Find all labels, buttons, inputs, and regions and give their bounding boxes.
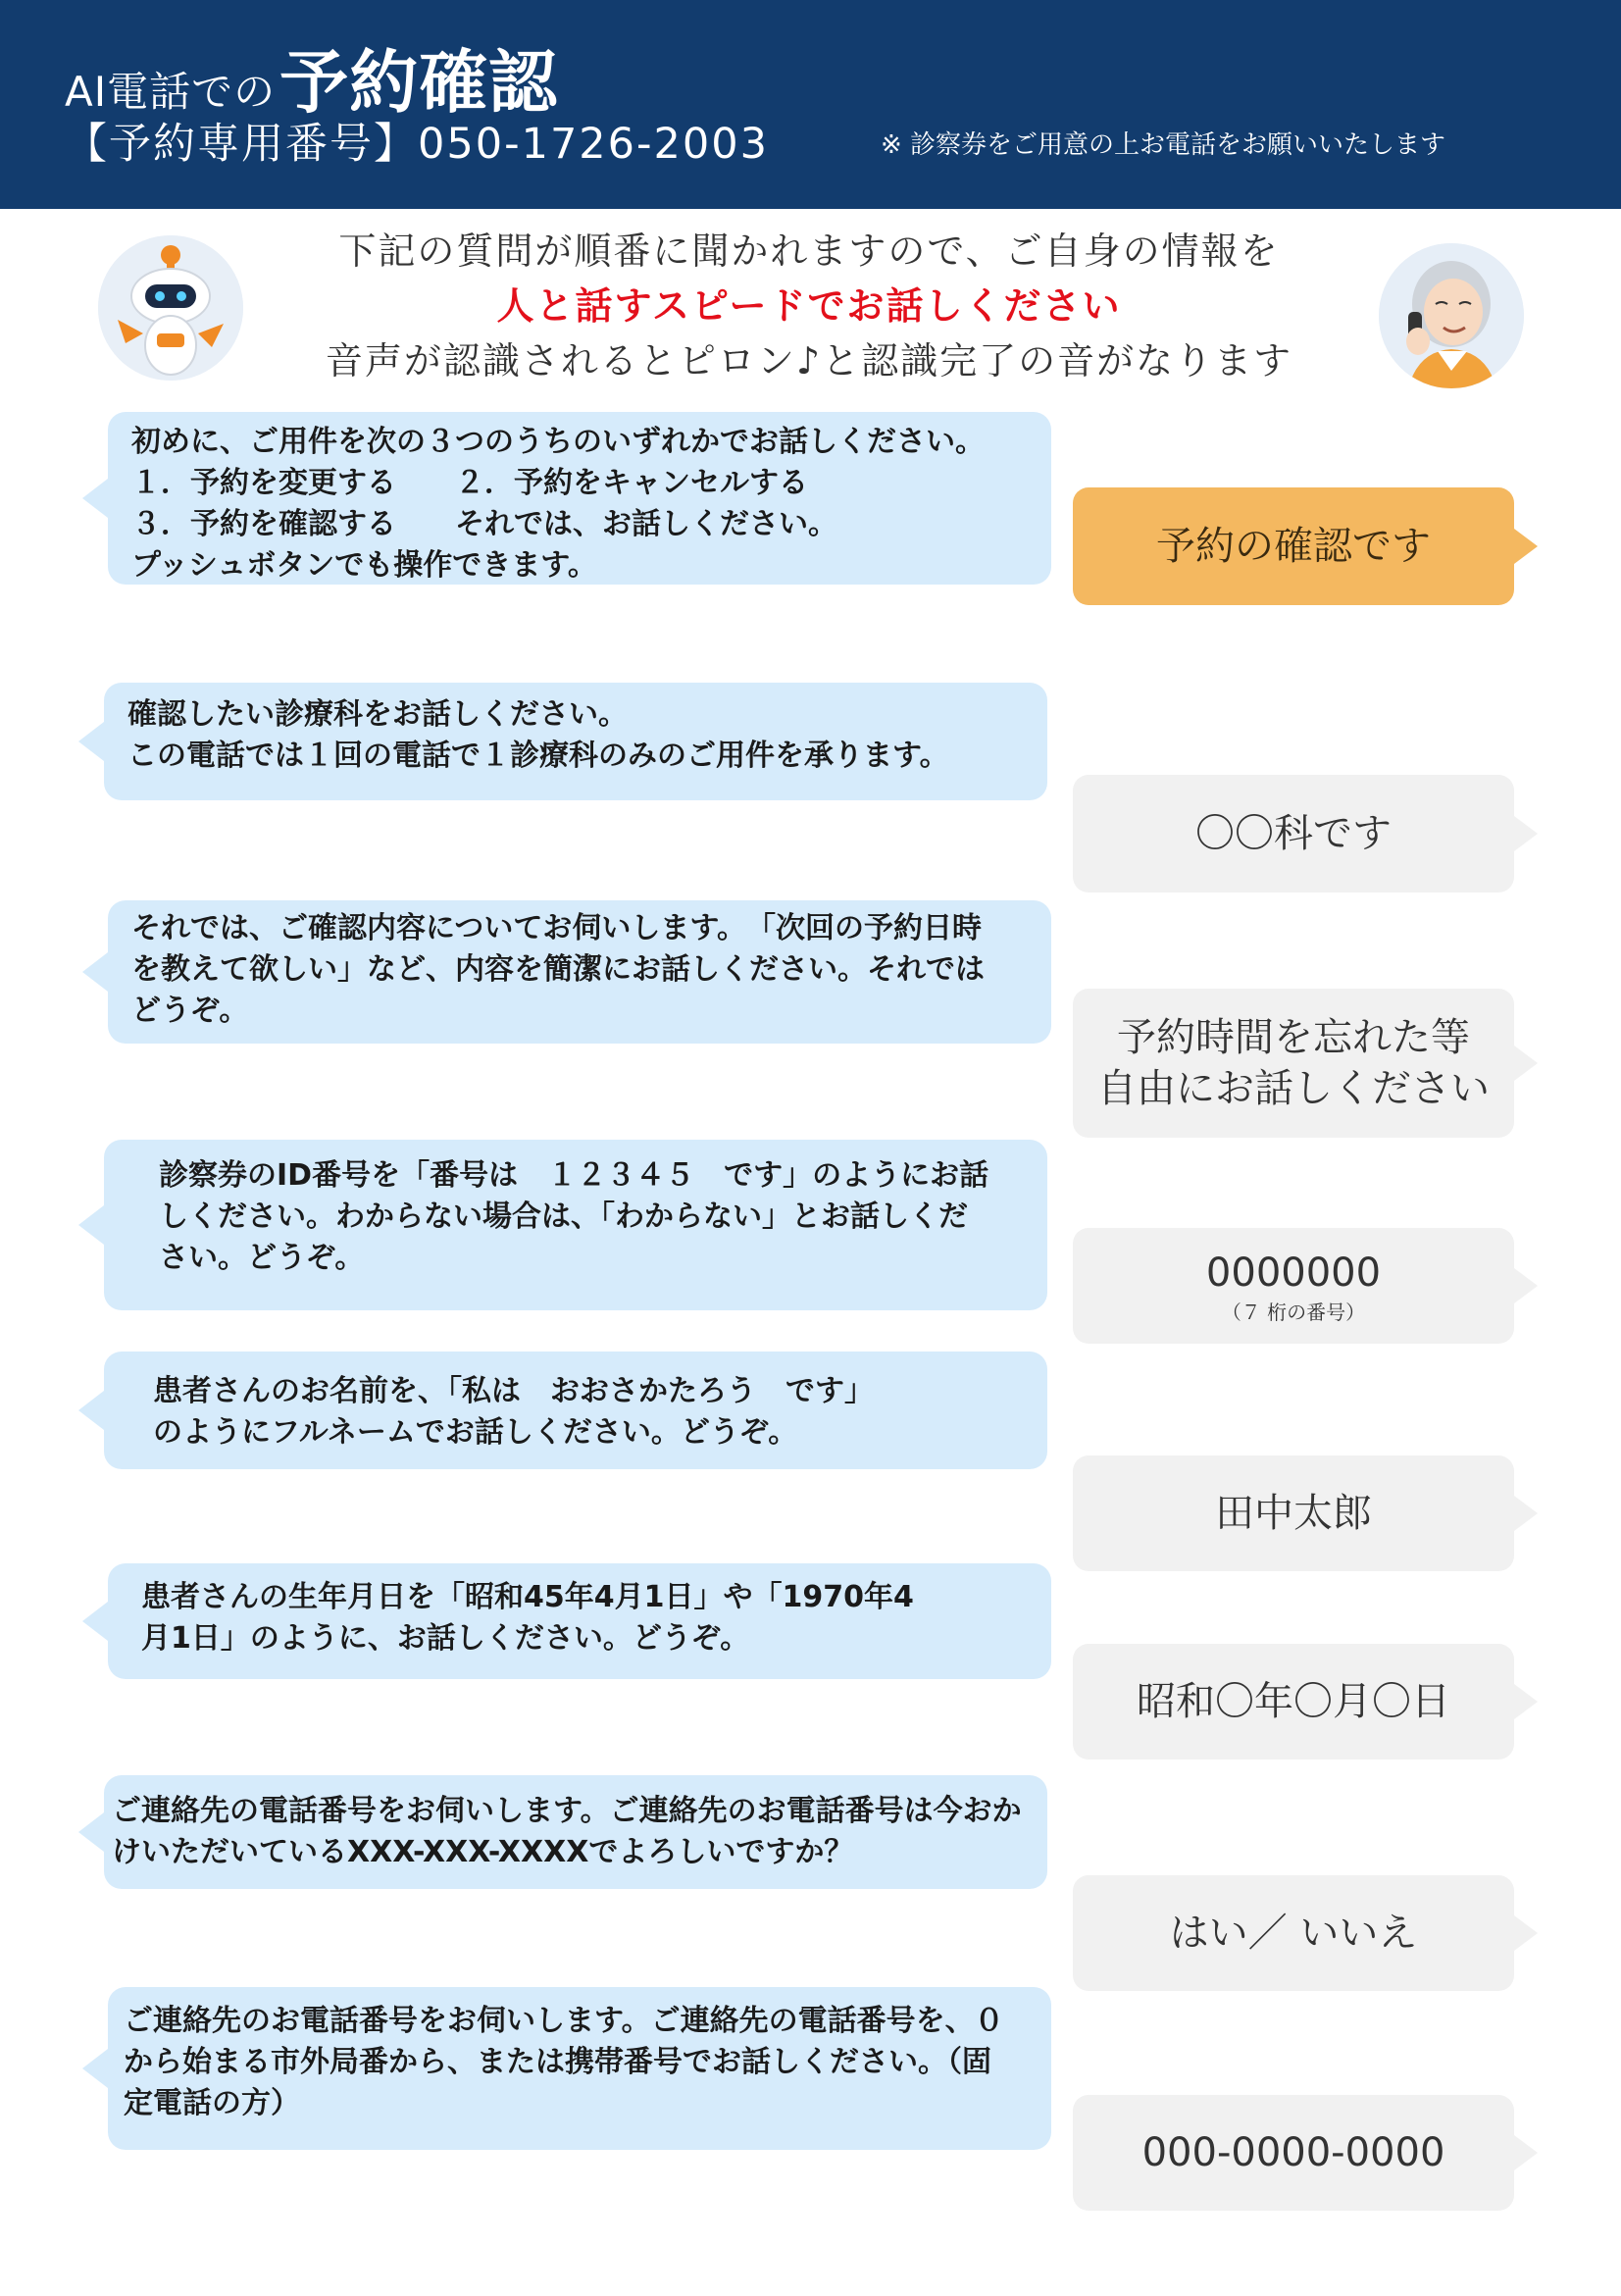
header-note: ※ 診察券をご用意の上お電話をお願いいたします: [881, 130, 1446, 160]
reply-text: はい／ いいえ: [1169, 1911, 1418, 1956]
reply-text: 田中太郎: [1215, 1491, 1372, 1536]
reply-text: 自由にお話しください: [1097, 1066, 1490, 1111]
question-bubble-purpose: [108, 412, 1051, 585]
question-line: それでは、ご確認内容についてお伺いします。 「次回の予約日時: [131, 911, 982, 945]
header-banner: [0, 0, 1621, 209]
question-line: 確認したい診療科をお話しください。: [127, 697, 628, 732]
question-line: この電話では１回の電話で１診療科のみのご用件を承ります。: [127, 739, 949, 773]
reply-bubble-inquiry: [1073, 989, 1514, 1138]
question-line: ご連絡先の電話番号をお伺いします。ご連絡先のお電話番号は今おか: [112, 1794, 1022, 1828]
question-line: ご連絡先のお電話番号をお伺いします。ご連絡先の電話番号を、０: [124, 2004, 1004, 2038]
reply-bubble-phone-number: [1073, 2095, 1514, 2211]
question-line: 患者さんのお名前を、「私は おおさかたろう です」: [153, 1374, 874, 1408]
reply-text: 予約時間を忘れた等: [1117, 1015, 1470, 1060]
intro-line-1: 下記の質問が順番に聞かれますので、ご自身の情報を: [338, 230, 1280, 273]
question-line: しください。わからない場合は、「わからない」とお話しくだ: [159, 1199, 968, 1234]
reply-text: 予約の確認です: [1156, 524, 1431, 569]
reply-bubble-id-number: [1073, 1228, 1514, 1344]
reply-bubble-name: [1073, 1455, 1514, 1571]
intro-line-3: 音声が認識されるとピロン♪と認識完了の音がなります: [325, 339, 1293, 383]
question-line: ３．予約を確認する それでは、お話しください。: [131, 507, 837, 541]
question-bubble-inquiry: [108, 900, 1051, 1044]
question-bubble-id-number: [104, 1140, 1047, 1310]
question-line: 診察券のID番号を「番号は １２３４５ です」のようにお話: [159, 1158, 989, 1193]
elderly-caller-avatar-icon: [1379, 243, 1524, 388]
question-line: のようにフルネームでお話しください。どうぞ。: [153, 1415, 798, 1450]
question-bubble-phone-confirm: [104, 1775, 1047, 1889]
intro-text: [265, 224, 1353, 388]
intro-emphasis: 人と話すスピードでお話しください: [496, 284, 1122, 328]
question-bubble-phone-number: [108, 1987, 1051, 2150]
question-line: どうぞ。: [131, 994, 249, 1028]
question-line: から始まる市外局番から、または携帯番号でお話しください。（固: [124, 2045, 991, 2079]
reservation-phone-number: 【予約専用番号】050-1726-2003: [65, 120, 769, 169]
question-line: を教えて欲しい」など、内容を簡潔にお話しください。それでは: [131, 952, 985, 987]
question-line: さい。どうぞ。: [159, 1241, 365, 1275]
robot-avatar-icon: [98, 235, 243, 381]
reply-bubble-birthdate: [1073, 1644, 1514, 1760]
question-line: １．予約を変更する ２．予約をキャンセルする: [131, 466, 808, 500]
reply-text: 〇〇科です: [1195, 811, 1392, 856]
question-line: プッシュボタンでも操作できます。: [131, 548, 597, 583]
question-line: けいただいているXXX-XXX-XXXXでよろしいですか？: [112, 1835, 854, 1869]
question-line: 患者さんの生年月日を「昭和45年4月1日」や「1970年4: [141, 1580, 914, 1614]
reply-bubble-department: [1073, 775, 1514, 893]
question-bubble-name: [104, 1352, 1047, 1469]
title-main: 予約確認: [279, 42, 559, 123]
question-line: 初めに、ご用件を次の３つのうちのいずれかでお話しください。: [131, 425, 985, 459]
reply-text: 昭和〇年〇月〇日: [1137, 1679, 1450, 1724]
question-line: 月1日」のように、お話しください。どうぞ。: [141, 1621, 750, 1656]
reply-text: 000-0000-0000: [1141, 2130, 1445, 2175]
question-bubble-birthdate: [108, 1563, 1051, 1679]
question-line: 定電話の方）: [124, 2086, 300, 2120]
reply-bubble-phone-confirm: [1073, 1875, 1514, 1991]
title-prefix: AI電話での: [65, 68, 277, 116]
reply-subtext: （７ 桁の番号）: [1221, 1301, 1366, 1324]
reply-text: 0000000: [1205, 1250, 1382, 1296]
reply-bubble-purpose: [1073, 487, 1514, 605]
question-bubble-department: [104, 683, 1047, 800]
